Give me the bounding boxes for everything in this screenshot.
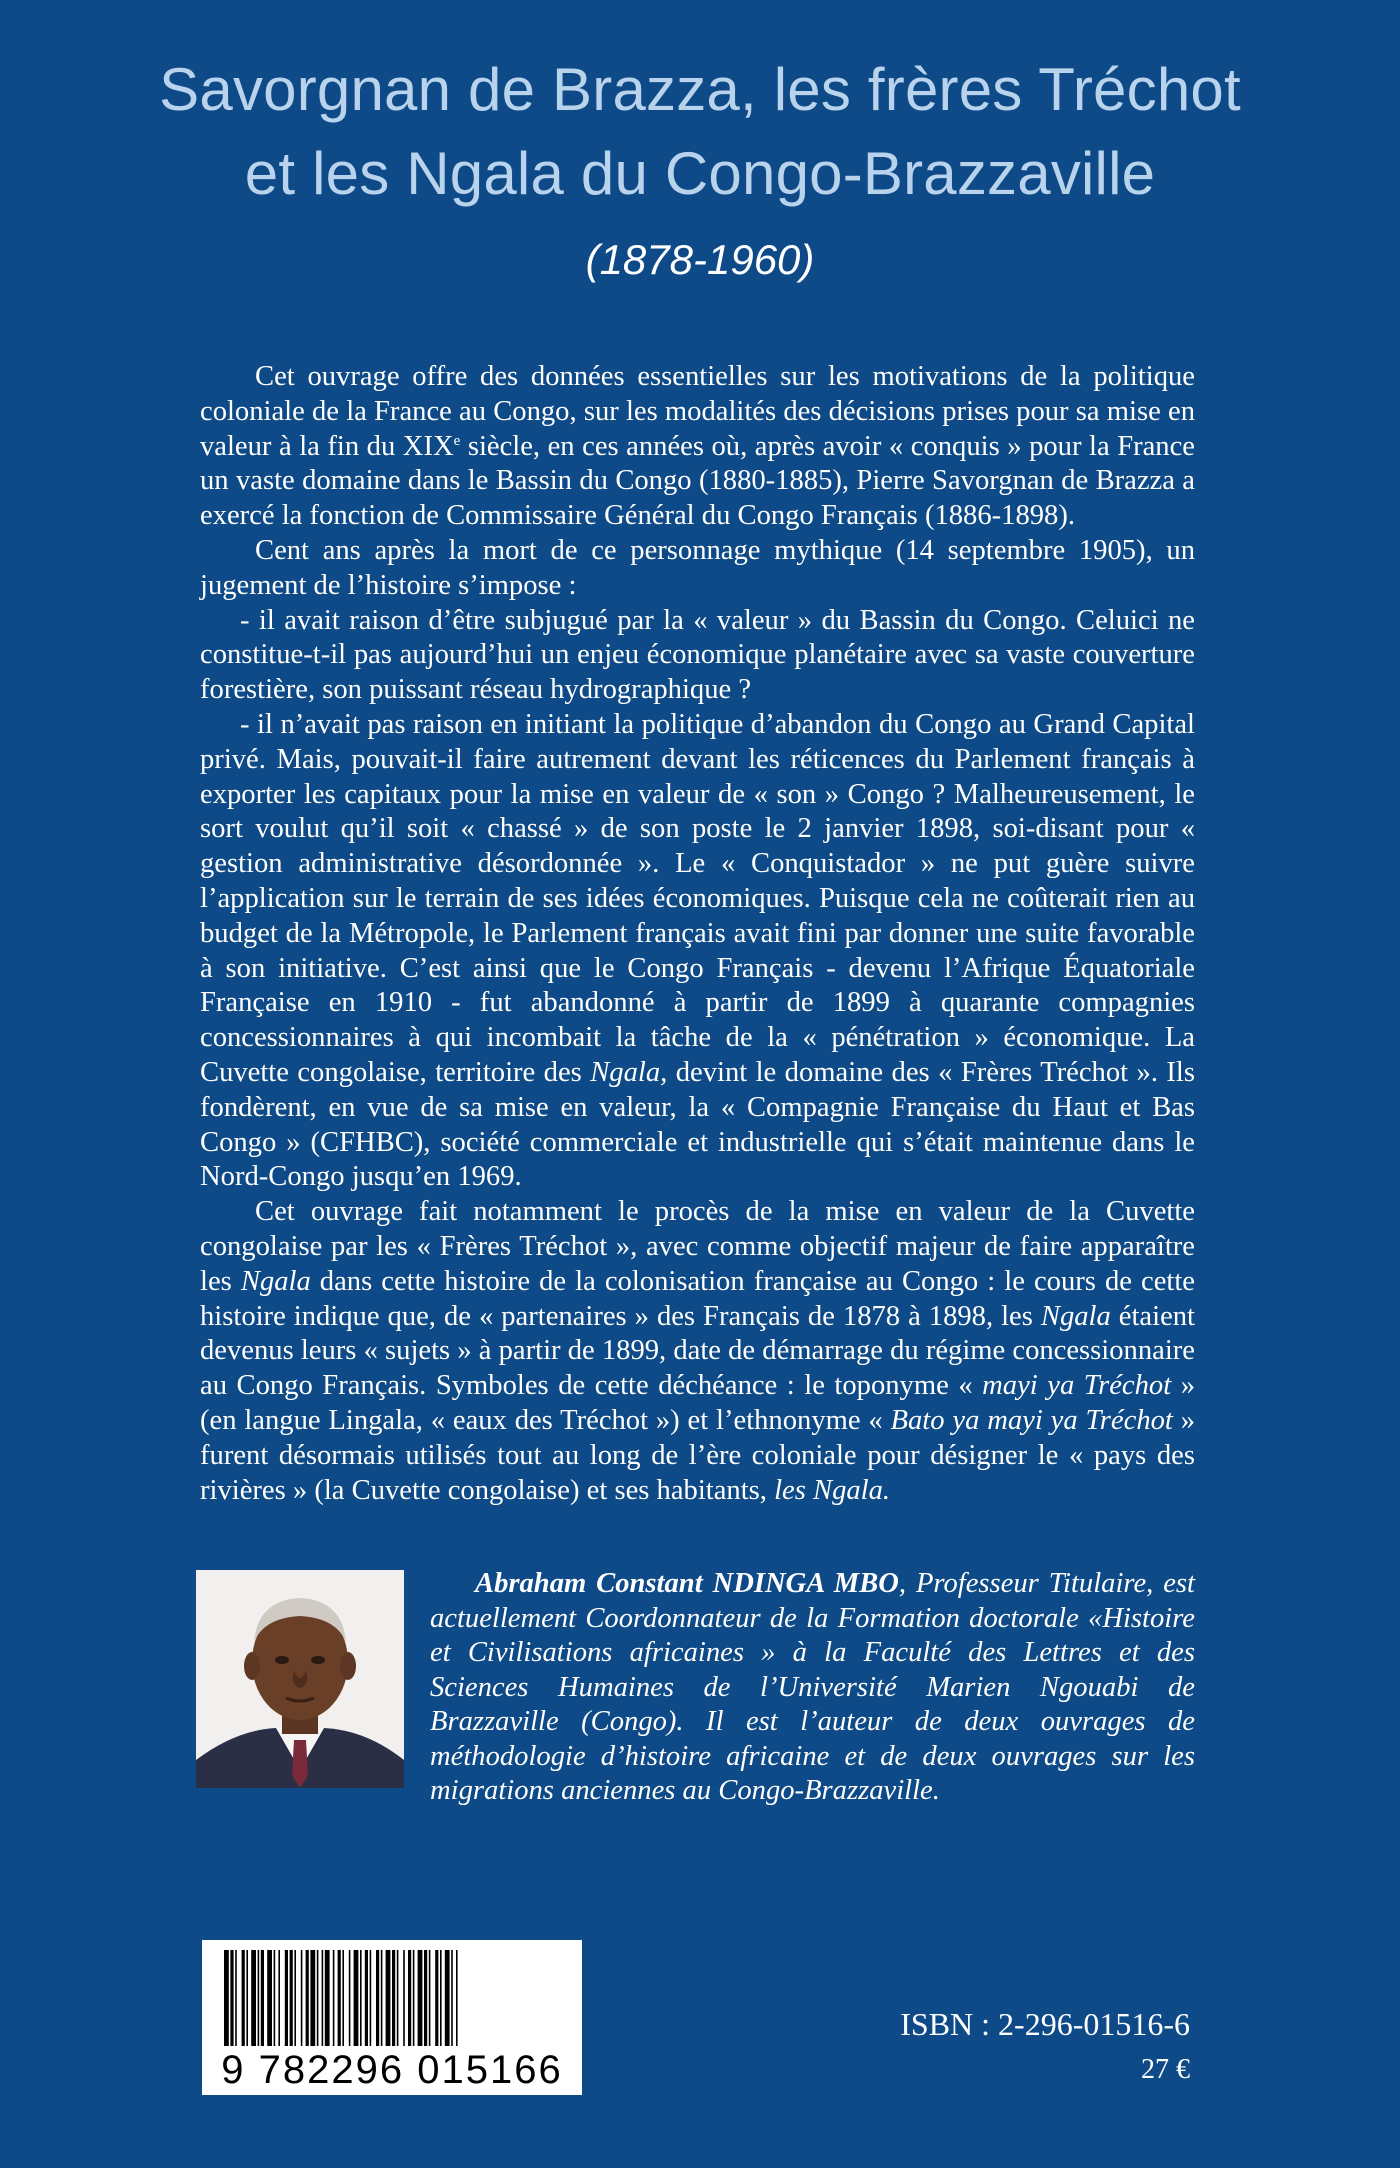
barcode-digits: 9 782296 015166 — [221, 2048, 563, 2092]
author-portrait-icon — [196, 1570, 404, 1788]
price: 27 € — [1141, 2054, 1190, 2085]
barcode — [202, 1940, 582, 2095]
back-cover-summary — [200, 360, 1195, 1508]
paragraph-2: Cent ans après la mort de ce personnage mythique (14 septembre 1905), un jugement de l’histoire s’impose : — [200, 534, 1195, 601]
barcode-bars-icon — [202, 1940, 582, 2050]
author-name: Abraham Constant NDINGA MBO — [475, 1568, 899, 1599]
isbn: ISBN : 2-296-01516-6 — [900, 2006, 1190, 2042]
author-bio-text: , Professeur Titulaire, est actuellement Coordonnateur de la Formation doctorale «Histoire et Civilisations africaines » à la Faculté des Lettres et des Sciences Humaines de l’Université Marien Ngouabi de Brazzaville (Congo). Il est l’auteur de deux ouvrages de méthodologie d’histoire africaine et de deux ouvrages sur les migrations anciennes au Congo-Brazzaville. — [430, 1568, 1196, 1806]
paragraph-5: Cet ouvrage fait notamment le procès de la mise en valeur de la Cuvette congolaise par les « Frères Tréchot », avec comme objectif majeur de faire apparaître les Ngala dans cette histoire de la colonisation française au Congo : le cours de cette histoire indique que, de « partenaires » des Français de 1878 à 1898, les Ngala étaient devenus leurs « sujets » à partir de 1899, date de démarrage du régime concessionnaire au Congo Français. Symboles de cette déchéance : le toponyme « mayi ya Tréchot » (en langue Lingala, « eaux des Tréchot ») et l’ethnonyme « Bato ya mayi ya Tréchot » furent désormais utilisés tout au long de l’ère coloniale pour désigner le « pays des rivières » (la Cuvette congolaise) et ses habitants, les Ngala. — [200, 1196, 1196, 1506]
book-title — [0, 48, 1400, 216]
paragraph-1: Cet ouvrage offre des données essentielles sur les motivations de la politique coloniale de la France au Congo, sur les modalités des décisions prises pour sa mise en valeur à la fin du XIXe siècle, en ces années où, après avoir « conquis » pour la France un vaste domaine dans le Bassin du Congo (1880-1885), Pierre Savorgnan de Brazza a exercé la fonction de Commissaire Général du Congo Français (1886-1898). — [200, 361, 1195, 532]
author-photo — [196, 1570, 404, 1788]
author-bio — [430, 1567, 1195, 1809]
paragraph-4: - il n’avait pas raison en initiant la politique d’abandon du Congo au Grand Capital privé. Mais, pouvait-il faire autrement devant les réticences du Parlement français à exporter les capitaux pour la mise en valeur de « son » Congo ? Malheureusement, le sort voulut qu’il soit « chassé » de son poste le 2 janvier 1898, soi-disant pour « gestion administrative désordonnée ». Le « Conquistador » ne put guère suivre l’application sur le terrain de ses idées économiques. Puisque cela ne coûterait rien au budget de la Métropole, le Parlement français avait fini par donner une suite favorable à son initiative. C’est ainsi que le Congo Français - devenu l’Afrique Équatoriale Française en 1910 - fut abandonné à partir de 1899 à quarante compagnies concessionnaires à qui incombait la tâche de la « pénétration » économique. La Cuvette congolaise, territoire des Ngala, devint le domaine des « Frères Tréchot ». Ils fondèrent, en vue de sa mise en valeur, la « Compagnie Française du Haut et Bas Congo » (CFHBC), société commerciale et industrielle qui s’était maintenue dans le Nord-Congo jusqu’en 1969. — [200, 708, 1195, 1193]
paragraph-3: - il avait raison d’être subjugué par la « valeur » du Bassin du Congo. Celuici ne constitue-t-il pas aujourd’hui un enjeu économique planétaire avec sa vaste couverture forestière, son puissant réseau hydrographique ? — [200, 604, 1195, 706]
title-line-1: Savorgnan de Brazza, les frères Tréchot — [159, 56, 1241, 123]
date-range: (1878-1960) — [585, 236, 815, 283]
title-line-2: et les Ngala du Congo-Brazzaville — [244, 140, 1156, 207]
